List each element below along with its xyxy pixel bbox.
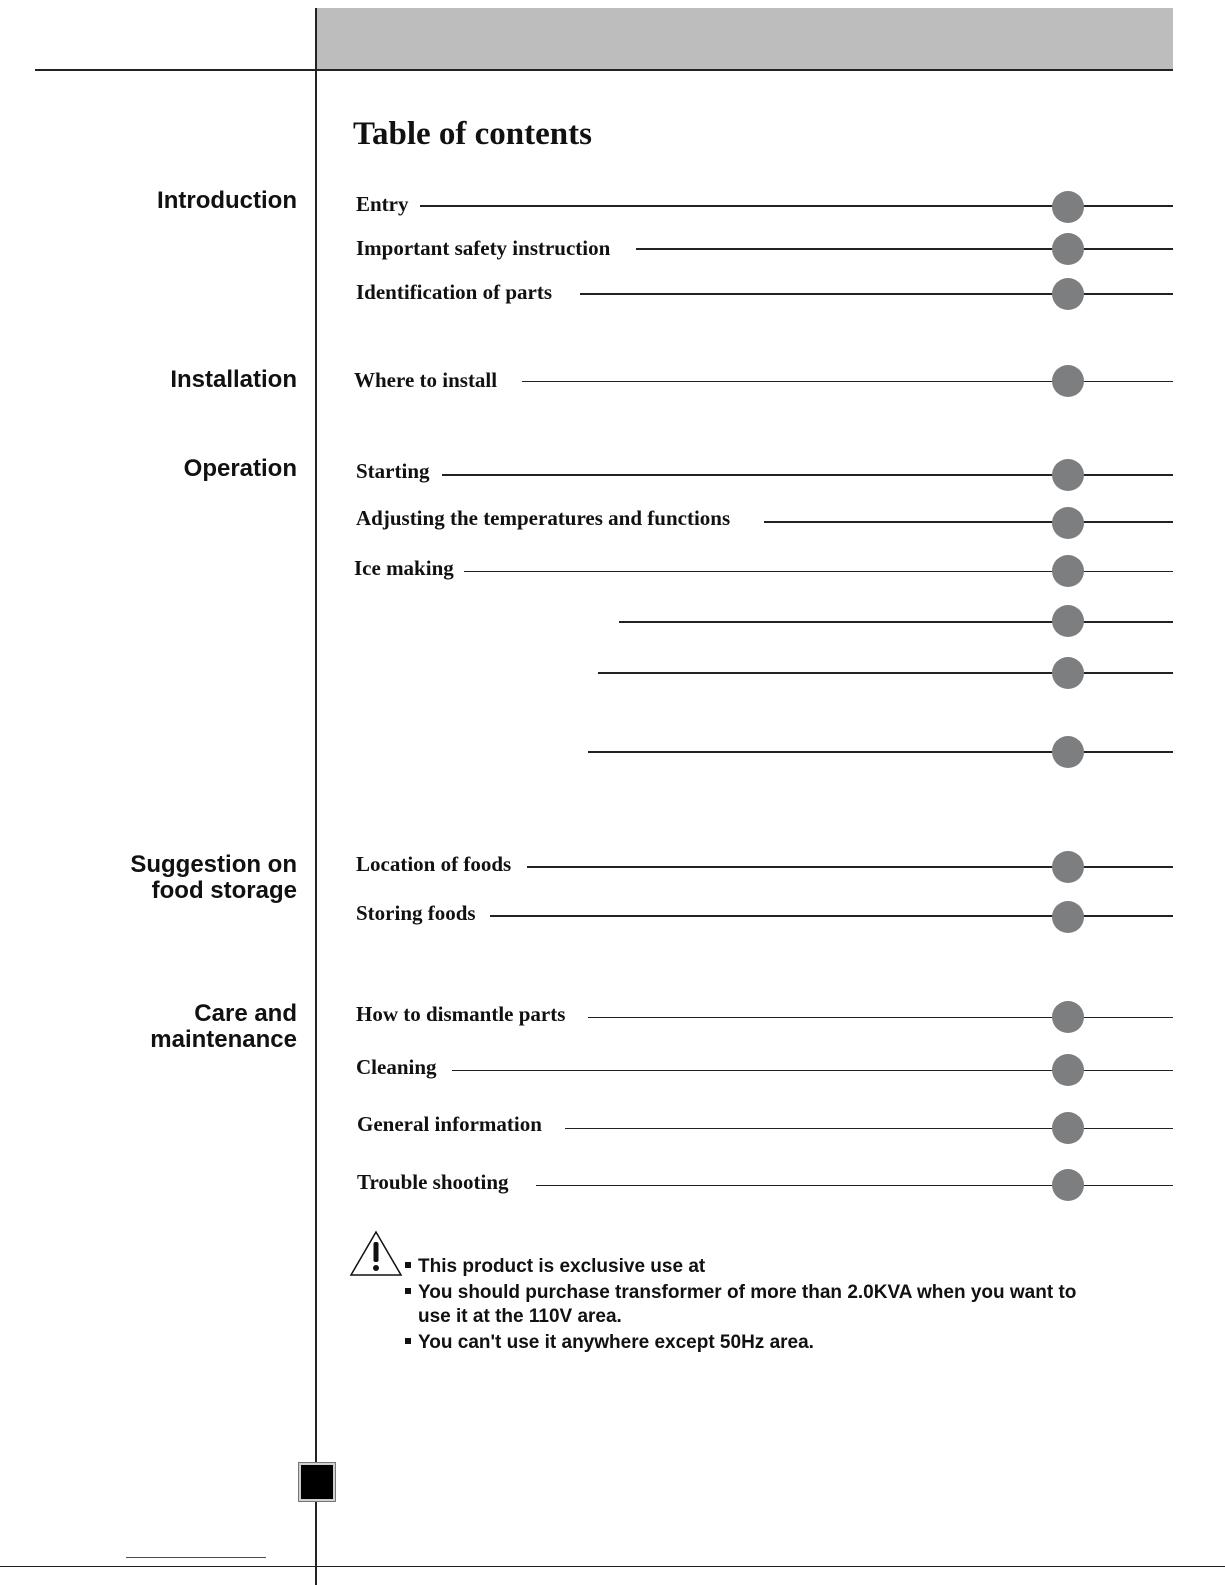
toc-entry-trouble-shooting[interactable]: Trouble shooting [357, 1170, 519, 1195]
toc-entry-storing-foods[interactable]: Storing foods [356, 901, 482, 926]
toc-entry-parts[interactable]: Identification of parts [356, 280, 562, 305]
section-care-line2: maintenance [150, 1026, 297, 1053]
page-number-dot [1052, 1054, 1084, 1086]
leader-line [598, 672, 1173, 674]
toc-entry-adjusting[interactable]: Adjusting the temperatures and functions [356, 506, 740, 531]
page-number-dot [1052, 851, 1084, 883]
toc-entry-safety[interactable]: Important safety instruction [356, 236, 620, 261]
section-introduction: Introduction [157, 187, 297, 214]
top-rule [35, 69, 1173, 71]
leader-line [636, 248, 1173, 250]
page-number-dot [1052, 657, 1084, 689]
notice-line-1: This product is exclusive use at [405, 1255, 705, 1279]
toc-entry-location-of-foods[interactable]: Location of foods [356, 852, 515, 877]
bullet-icon [405, 1262, 411, 1268]
toc-entry-general-information[interactable]: General information [357, 1112, 552, 1137]
page-number-dot [1052, 191, 1084, 223]
page-title: Table of contents [353, 116, 592, 152]
page-number-dot [1052, 278, 1084, 310]
leader-line [764, 521, 1173, 523]
page-number-box [298, 1462, 336, 1502]
toc-entry-dismantle[interactable]: How to dismantle parts [356, 1002, 569, 1027]
page-number-dot [1052, 901, 1084, 933]
bullet-icon [405, 1288, 411, 1294]
leader-line [588, 751, 1173, 753]
page-number-dot [1052, 459, 1084, 491]
section-care [150, 1001, 297, 1053]
vertical-rule [315, 8, 317, 1585]
bottom-rule [0, 1566, 1225, 1567]
section-care-line1: Care and [194, 1000, 297, 1027]
page-number-dot [1052, 605, 1084, 637]
page-number-dot [1052, 233, 1084, 265]
page-number-dot [1052, 1001, 1084, 1033]
header-band [316, 8, 1173, 69]
toc-entry-where-to-install[interactable]: Where to install [354, 368, 507, 393]
notice-line-2: You should purchase transformer of more than 2.0KVA when you want to [405, 1281, 1076, 1305]
page-number-dot [1052, 507, 1084, 539]
section-operation: Operation [183, 455, 297, 482]
notice-line-3: You can't use it anywhere except 50Hz area. [405, 1331, 814, 1355]
notice-line-2-continued: use it at the 110V area. [418, 1306, 622, 1327]
leader-line [619, 621, 1173, 623]
toc-entry-starting[interactable]: Starting [356, 459, 440, 484]
section-food-storage [130, 852, 297, 904]
page-number-dot [1052, 1169, 1084, 1201]
leader-line [580, 293, 1173, 295]
warning-triangle-icon [349, 1230, 403, 1278]
page-number-dot [1052, 365, 1084, 397]
page-number-dot [1052, 1112, 1084, 1144]
leader-line [588, 1017, 1173, 1018]
toc-entry-cleaning[interactable]: Cleaning [356, 1055, 447, 1080]
page-number-dot [1052, 555, 1084, 587]
section-food-storage-line1: Suggestion on [130, 851, 297, 878]
toc-entry-ice-making[interactable]: Ice making [354, 556, 458, 581]
footer-link-underline[interactable] [126, 1557, 266, 1558]
page-number-dot [1052, 736, 1084, 768]
section-food-storage-line2: food storage [151, 877, 297, 904]
section-installation: Installation [170, 366, 297, 393]
toc-entry-entry[interactable]: Entry [356, 192, 419, 217]
bullet-icon [405, 1338, 411, 1344]
